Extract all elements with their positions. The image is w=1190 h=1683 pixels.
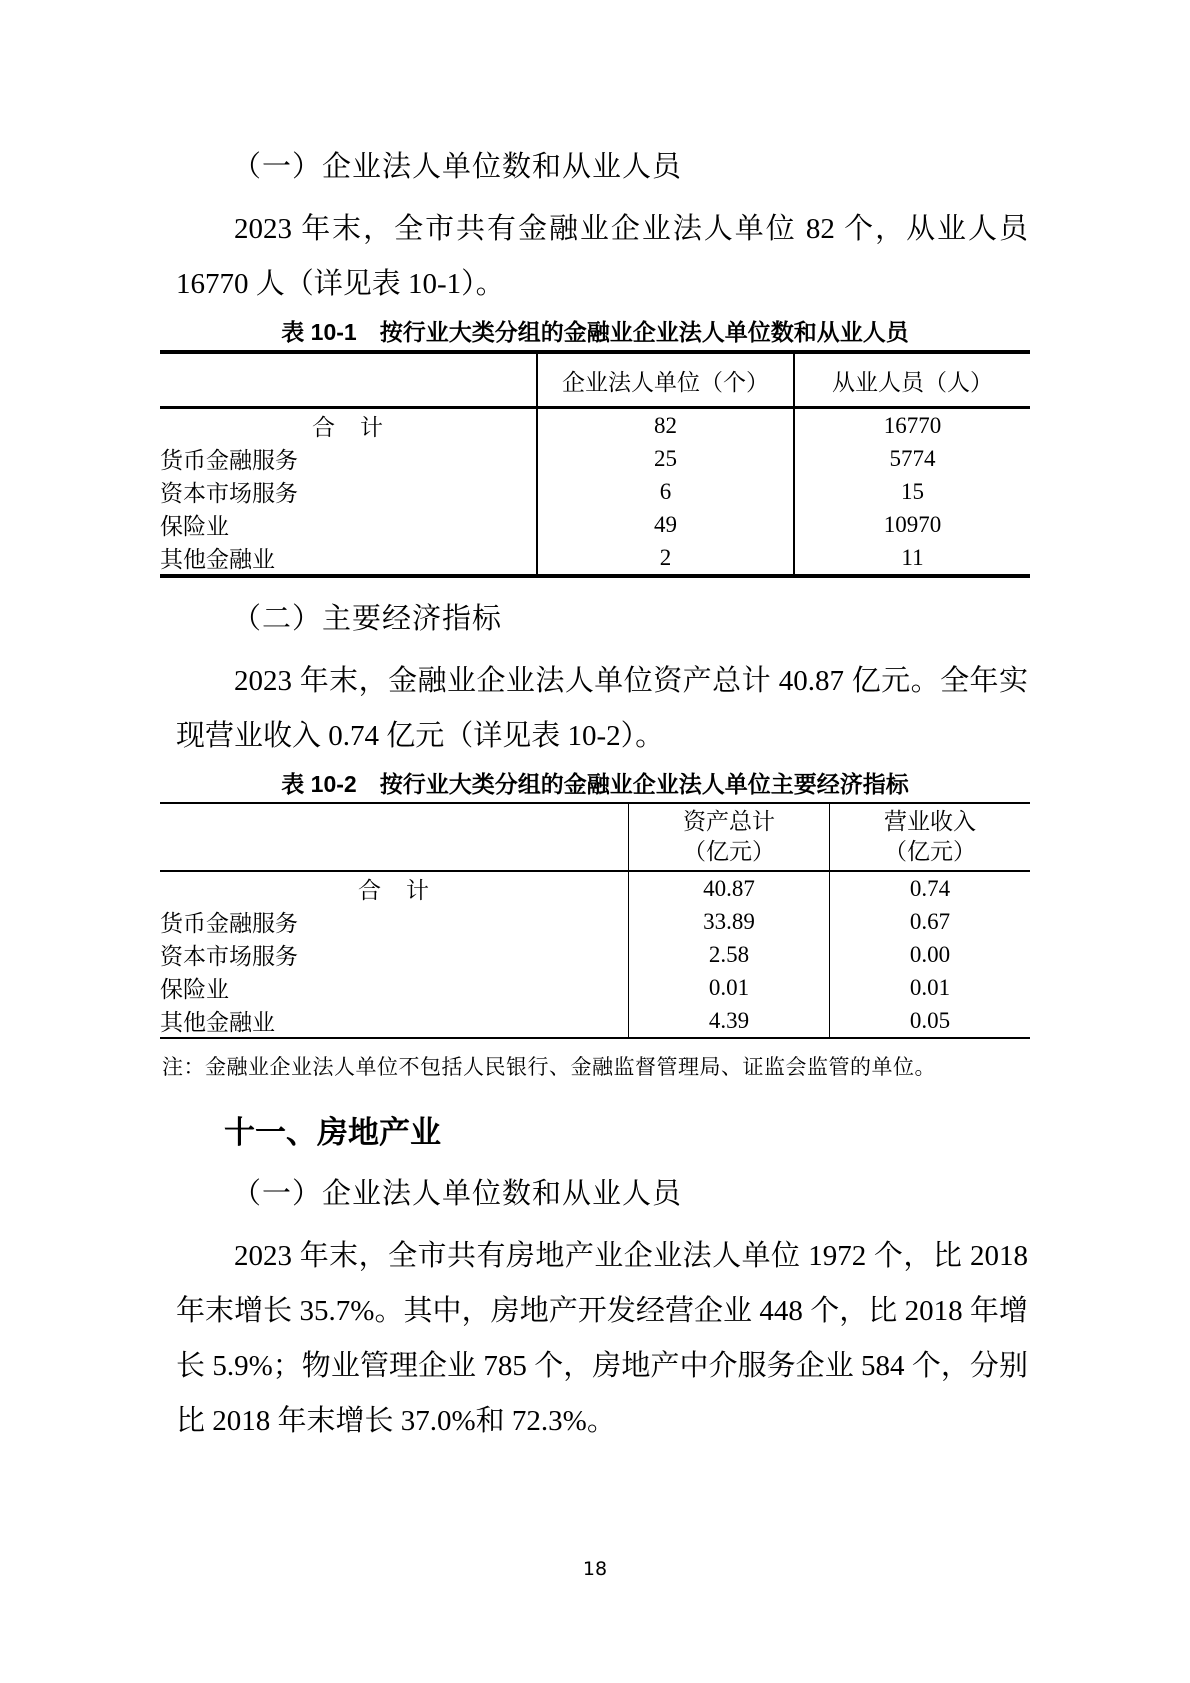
staff-count-cell: 11 bbox=[794, 541, 1030, 576]
row-label-cell: 其他金融业 bbox=[160, 547, 275, 572]
column-header-revenue-line2: （亿元） bbox=[884, 839, 976, 864]
heading-realestate-units: （一）企业法人单位数和从业人员 bbox=[232, 1178, 683, 1210]
table-10-1-header bbox=[160, 352, 1030, 408]
revenue-cell: 0.00 bbox=[830, 938, 1031, 971]
row-label-cell: 货币金融服务 bbox=[160, 448, 298, 473]
staff-count-cell: 16770 bbox=[794, 408, 1030, 443]
row-label-cell: 合 计 bbox=[312, 415, 384, 440]
column-header-staff: 从业人员（人） bbox=[794, 352, 1030, 408]
column-header-blank bbox=[160, 352, 537, 408]
revenue-cell: 0.67 bbox=[830, 905, 1031, 938]
paragraph-realestate-units: 2023 年末，全市共有房地产业企业法人单位 1972 个，比 2018 年末增长 35.7%。其中，房地产开发经营企业 448 个，比 2018 年增长 5.9%；物业管理企业 785 个，房地产中介服务企业 584 个，分别比 2018 年末增长 37.0%和 72.3%。 bbox=[176, 1240, 1028, 1437]
table-10-1 bbox=[160, 350, 1030, 578]
row-label-cell: 货币金融服务 bbox=[160, 911, 298, 936]
table-row bbox=[160, 508, 1030, 541]
unit-count-cell: 2 bbox=[537, 541, 794, 576]
assets-cell: 4.39 bbox=[629, 1004, 830, 1038]
assets-cell: 0.01 bbox=[629, 971, 830, 1004]
paragraph-finance-units: 2023 年末，全市共有金融业企业法人单位 82 个，从业人员 16770 人（详见表 10-1）。 bbox=[176, 213, 1028, 300]
table-10-2 bbox=[160, 802, 1030, 1039]
revenue-cell: 0.05 bbox=[830, 1004, 1031, 1038]
revenue-cell: 0.74 bbox=[830, 871, 1031, 905]
table-row bbox=[160, 408, 1030, 443]
paragraph-finance-economics: 2023 年末，金融业企业法人单位资产总计 40.87 亿元。全年实现营业收入 0.74 亿元（详见表 10-2）。 bbox=[176, 665, 1028, 752]
section-heading-real-estate: 十一、房地产业 bbox=[224, 1115, 441, 1150]
table-10-2-body bbox=[160, 871, 1030, 1038]
table-10-1-title: 表 10-1 按行业大类分组的金融业企业法人单位数和从业人员 bbox=[281, 319, 909, 345]
row-label-cell: 资本市场服务 bbox=[160, 944, 298, 969]
column-header-assets bbox=[629, 803, 830, 871]
column-header-assets-line2: （亿元） bbox=[683, 839, 775, 864]
table-header-row bbox=[160, 803, 1030, 871]
heading-finance-units: （一）企业法人单位数和从业人员 bbox=[232, 151, 683, 183]
table-row bbox=[160, 541, 1030, 576]
row-label-cell: 合 计 bbox=[358, 878, 430, 903]
table-row bbox=[160, 442, 1030, 475]
table-row bbox=[160, 905, 1030, 938]
table-row bbox=[160, 971, 1030, 1004]
assets-cell: 2.58 bbox=[629, 938, 830, 971]
column-header-blank bbox=[160, 803, 629, 871]
row-label-cell: 资本市场服务 bbox=[160, 481, 298, 506]
heading-finance-economics: （二）主要经济指标 bbox=[232, 603, 503, 635]
unit-count-cell: 49 bbox=[537, 508, 794, 541]
table-header-row bbox=[160, 352, 1030, 408]
column-header-assets-line1: 资产总计 bbox=[683, 809, 775, 834]
unit-count-cell: 25 bbox=[537, 442, 794, 475]
assets-cell: 40.87 bbox=[629, 871, 830, 905]
staff-count-cell: 5774 bbox=[794, 442, 1030, 475]
table-row bbox=[160, 1004, 1030, 1038]
assets-cell: 33.89 bbox=[629, 905, 830, 938]
table-row bbox=[160, 938, 1030, 971]
table-10-2-header bbox=[160, 803, 1030, 871]
table-10-1-body bbox=[160, 408, 1030, 577]
staff-count-cell: 15 bbox=[794, 475, 1030, 508]
table-10-2-note: 注：金融业企业法人单位不包括人民银行、金融监督管理局、证监会监管的单位。 bbox=[162, 1055, 936, 1079]
revenue-cell: 0.01 bbox=[830, 971, 1031, 1004]
column-header-revenue bbox=[830, 803, 1031, 871]
column-header-units: 企业法人单位（个） bbox=[537, 352, 794, 408]
table-row bbox=[160, 871, 1030, 905]
staff-count-cell: 10970 bbox=[794, 508, 1030, 541]
row-label-cell: 保险业 bbox=[160, 977, 229, 1002]
column-header-revenue-line1: 营业收入 bbox=[884, 809, 976, 834]
page-number: 18 bbox=[582, 1558, 608, 1580]
row-label-cell: 保险业 bbox=[160, 514, 229, 539]
unit-count-cell: 82 bbox=[537, 408, 794, 443]
row-label-cell: 其他金融业 bbox=[160, 1010, 275, 1035]
table-row bbox=[160, 475, 1030, 508]
table-10-2-title: 表 10-2 按行业大类分组的金融业企业法人单位主要经济指标 bbox=[281, 771, 909, 797]
unit-count-cell: 6 bbox=[537, 475, 794, 508]
